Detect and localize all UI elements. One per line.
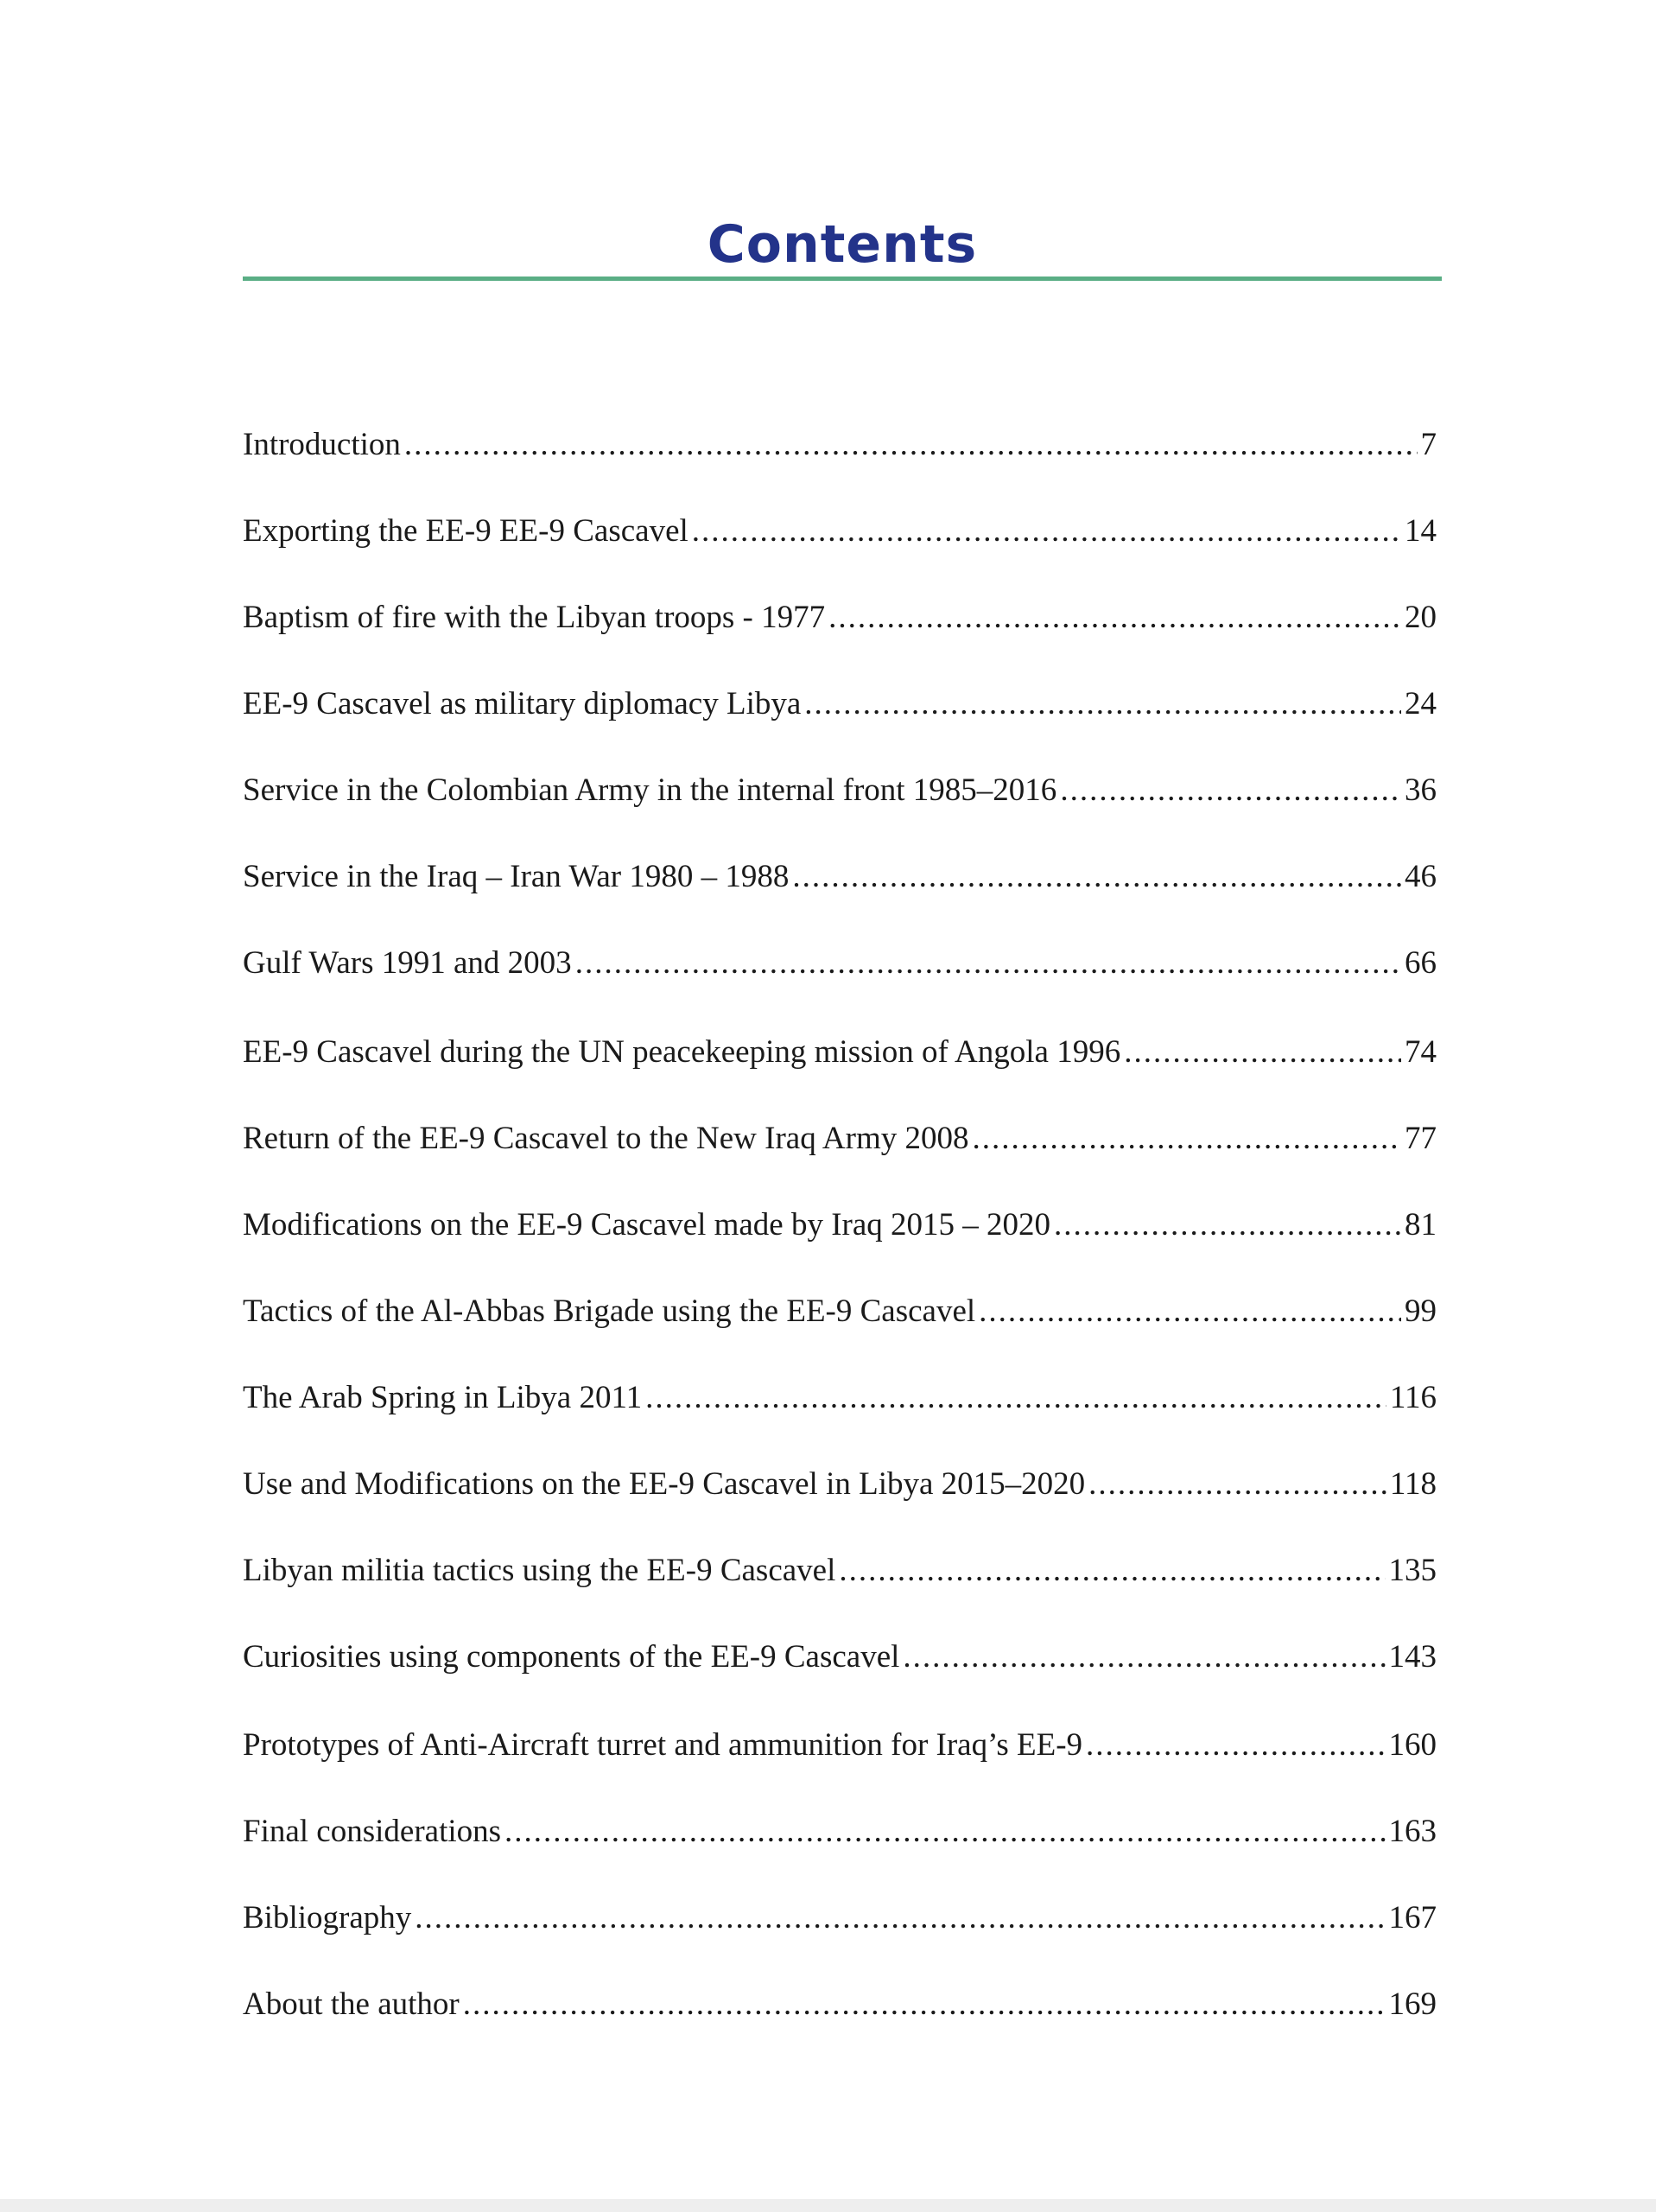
toc-entry-label: EE-9 Cascavel during the UN peacekeeping mission of Angola 1996: [243, 1034, 1121, 1070]
toc-entry[interactable]: [243, 683, 1437, 726]
dot-leader: [404, 423, 1418, 467]
toc-entry[interactable]: [243, 510, 1437, 553]
toc-entry-page: 143: [1388, 1639, 1437, 1675]
dot-leader: [463, 1983, 1386, 2026]
toc-entry-label: Use and Modifications on the EE-9 Cascavel in Libya 2015–2020: [243, 1466, 1086, 1502]
toc-entry[interactable]: [243, 1810, 1437, 1853]
toc-entry[interactable]: [243, 1897, 1437, 1940]
toc-entry-page: 36: [1405, 772, 1437, 808]
toc-entry-label: The Arab Spring in Libya 2011: [243, 1380, 643, 1415]
dot-leader: [645, 1376, 1386, 1420]
toc-entry-page: 14: [1405, 513, 1437, 549]
dot-leader: [692, 510, 1401, 553]
toc-entry-page: 163: [1388, 1814, 1437, 1849]
toc-entry-label: Exporting the EE-9 EE-9 Cascavel: [243, 513, 688, 549]
toc-entry-label: Baptism of fire with the Libyan troops - 1977: [243, 600, 826, 635]
dot-leader: [973, 1117, 1402, 1160]
toc-entry-page: 99: [1405, 1294, 1437, 1329]
toc-entry-page: 77: [1405, 1121, 1437, 1156]
toc-entry[interactable]: [243, 1290, 1437, 1333]
dot-leader: [1088, 1463, 1386, 1506]
toc-entry-label: Service in the Colombian Army in the internal front 1985–2016: [243, 772, 1057, 808]
dot-leader: [1124, 1031, 1401, 1074]
toc-entry[interactable]: [243, 1724, 1437, 1767]
dot-leader: [504, 1810, 1385, 1853]
title-underline: [243, 276, 1442, 281]
toc-entry-label: Final considerations: [243, 1814, 502, 1849]
toc-entry-label: Libyan militia tactics using the EE-9 Cascavel: [243, 1553, 836, 1588]
toc-entry-page: 135: [1388, 1553, 1437, 1588]
toc-entry-label: Gulf Wars 1991 and 2003: [243, 945, 572, 981]
toc-entry-page: 20: [1405, 600, 1437, 635]
toc-entry[interactable]: [243, 596, 1437, 639]
toc-entry-page: 7: [1420, 427, 1437, 462]
toc-entry[interactable]: [243, 1376, 1437, 1420]
toc-entry-label: Prototypes of Anti-Aircraft turret and ammunition for Iraq’s EE-9: [243, 1727, 1083, 1763]
dot-leader: [415, 1897, 1385, 1940]
page-title: Contents: [707, 214, 978, 275]
dot-leader: [575, 942, 1401, 985]
toc-entry[interactable]: [243, 1204, 1437, 1247]
toc-entry-page: 116: [1389, 1380, 1437, 1415]
toc-entry-label: Tactics of the Al-Abbas Brigade using the EE-9 Cascavel: [243, 1294, 976, 1329]
toc-entry-label: EE-9 Cascavel as military diplomacy Libya: [243, 686, 802, 721]
toc-entry-label: Modifications on the EE-9 Cascavel made by Iraq 2015 – 2020: [243, 1207, 1051, 1243]
toc-entry-page: 24: [1405, 686, 1437, 721]
toc-entry-label: Return of the EE-9 Cascavel to the New Iraq Army 2008: [243, 1121, 969, 1156]
toc-entry-label: About the author: [243, 1986, 460, 2022]
dot-leader: [1054, 1204, 1401, 1247]
toc-entry-page: 169: [1388, 1986, 1437, 2022]
toc-entry-page: 66: [1405, 945, 1437, 981]
toc-entry-page: 160: [1388, 1727, 1437, 1763]
dot-leader: [979, 1290, 1401, 1333]
toc-entry-label: Curiosities using components of the EE-9 Cascavel: [243, 1639, 900, 1675]
toc-entry-page: 81: [1405, 1207, 1437, 1243]
toc-entry-label: Service in the Iraq – Iran War 1980 – 1988: [243, 859, 790, 894]
toc-entry[interactable]: [243, 855, 1437, 899]
dot-leader: [804, 683, 1401, 726]
dot-leader: [1086, 1724, 1385, 1767]
dot-leader: [1060, 769, 1401, 812]
toc-entry-label: Introduction: [243, 427, 401, 462]
toc-entry-page: 118: [1389, 1466, 1437, 1502]
toc-entry[interactable]: [243, 942, 1437, 985]
viewer-bottom-edge: [0, 2199, 1656, 2212]
toc-entry[interactable]: [243, 1983, 1437, 2026]
toc-entry[interactable]: [243, 1117, 1437, 1160]
toc-entry[interactable]: [243, 423, 1437, 467]
toc-entry[interactable]: [243, 1463, 1437, 1506]
dot-leader: [828, 596, 1401, 639]
dot-leader: [792, 855, 1401, 899]
toc-entry[interactable]: [243, 769, 1437, 812]
dot-leader: [903, 1636, 1385, 1679]
toc-entry[interactable]: [243, 1549, 1437, 1592]
toc-entry[interactable]: [243, 1031, 1437, 1074]
toc-entry-page: 46: [1405, 859, 1437, 894]
toc-entry[interactable]: [243, 1636, 1437, 1679]
toc-entry-page: 74: [1405, 1034, 1437, 1070]
dot-leader: [839, 1549, 1385, 1592]
toc-entry-label: Bibliography: [243, 1900, 412, 1936]
toc-entry-page: 167: [1388, 1900, 1437, 1936]
